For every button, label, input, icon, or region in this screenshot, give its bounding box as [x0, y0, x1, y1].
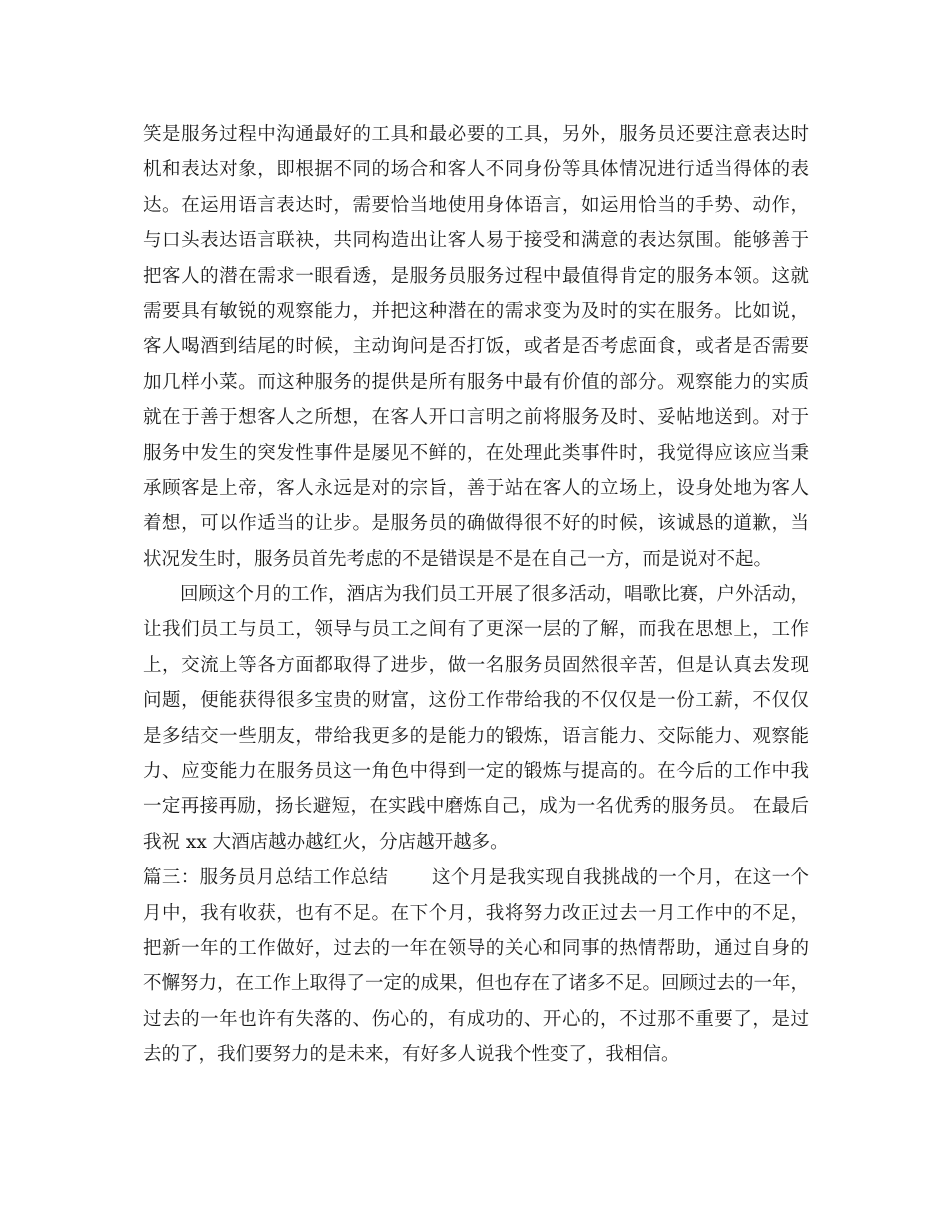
text-line: 承顾客是上帝，客人永远是对的宗旨，善于站在客人的立场上，设身处地为客人 — [143, 477, 809, 499]
text-line: 去的了，我们要努力的是未来，有好多人说我个性变了，我相信。 — [143, 1044, 680, 1066]
text-line: 不懈努力，在工作上取得了一定的成果，但也存在了诸多不足。回顾过去的一年， — [143, 973, 810, 995]
paragraph-3 — [143, 860, 809, 1072]
text-line: 客人喝酒到结尾的时候，主动询问是否打饭，或者是否考虑面食，或者是否需要 — [143, 336, 809, 358]
paragraph-1 — [143, 117, 809, 577]
text-line: 达。在运用语言表达时，需要恰当地使用身体语言，如运用恰当的手势、动作， — [143, 194, 809, 216]
text-line: 就在于善于想客人之所想，在客人开口言明之前将服务及时、妥帖地送到。对于 — [143, 407, 809, 429]
text-line: 服务中发生的突发性事件是屡见不鲜的，在处理此类事件时，我觉得应该应当秉 — [143, 442, 809, 464]
text-line: 过去的一年也许有失落的、伤心的，有成功的、开心的，不过那不重要了，是过 — [143, 1008, 809, 1030]
text-line: 需要具有敏锐的观察能力，并把这种潜在的需求变为及时的实在服务。比如说， — [143, 300, 809, 322]
text-line: 篇三：服务员月总结工作总结 这个月是我实现自我挑战的一个月，在这一个 — [143, 867, 809, 889]
text-line: 着想，可以作适当的让步。是服务员的确做得很不好的时候，该诚恳的道歉，当 — [143, 513, 809, 535]
text-line: 一定再接再励，扬长避短，在实践中磨炼自己，成为一名优秀的服务员。 在最后 — [143, 796, 809, 818]
text-line: 力、应变能力在服务员这一角色中得到一定的锻炼与提高的。在今后的工作中我 — [143, 761, 809, 783]
text-line: 机和表达对象，即根据不同的场合和客人不同身份等具体情况进行适当得体的表 — [143, 159, 809, 181]
text-line: 把新一年的工作做好，过去的一年在领导的关心和同事的热情帮助，通过自身的 — [143, 937, 809, 959]
text-line: 与口头表达语言联袂，共同构造出让客人易于接受和满意的表达氛围。能够善于 — [143, 230, 809, 252]
text-line: 上，交流上等各方面都取得了进步，做一名服务员固然很辛苦，但是认真去发现 — [143, 654, 809, 676]
text-line: 回顾这个月的工作，酒店为我们员工开展了很多活动，唱歌比赛，户外活动， — [180, 584, 810, 606]
text-line: 月中，我有收获，也有不足。在下个月，我将努力改正过去一月工作中的不足， — [143, 902, 809, 924]
text-line: 状况发生时，服务员首先考虑的不是错误是不是在自己一方，而是说对不起。 — [143, 548, 773, 570]
text-line: 笑是服务过程中沟通最好的工具和最必要的工具，另外，服务员还要注意表达时 — [143, 124, 809, 145]
text-line: 我祝 xx 大酒店越办越红火，分店越开越多。 — [143, 831, 509, 853]
text-line: 是多结交一些朋友，带给我更多的是能力的锻炼，语言能力、交际能力、观察能 — [143, 725, 809, 747]
text-line: 让我们员工与员工，领导与员工之间有了更深一层的了解，而我在思想上，工作 — [143, 619, 809, 641]
text-line: 加几样小菜。而这种服务的提供是所有服务中最有价值的部分。观察能力的实质 — [143, 371, 809, 393]
text-line: 把客人的潜在需求一眼看透，是服务员服务过程中最值得肯定的服务本领。这就 — [143, 265, 809, 287]
document-body — [143, 117, 809, 1073]
text-line: 问题，便能获得很多宝贵的财富，这份工作带给我的不仅仅是一份工薪，不仅仅 — [143, 690, 809, 712]
paragraph-2 — [143, 577, 809, 860]
